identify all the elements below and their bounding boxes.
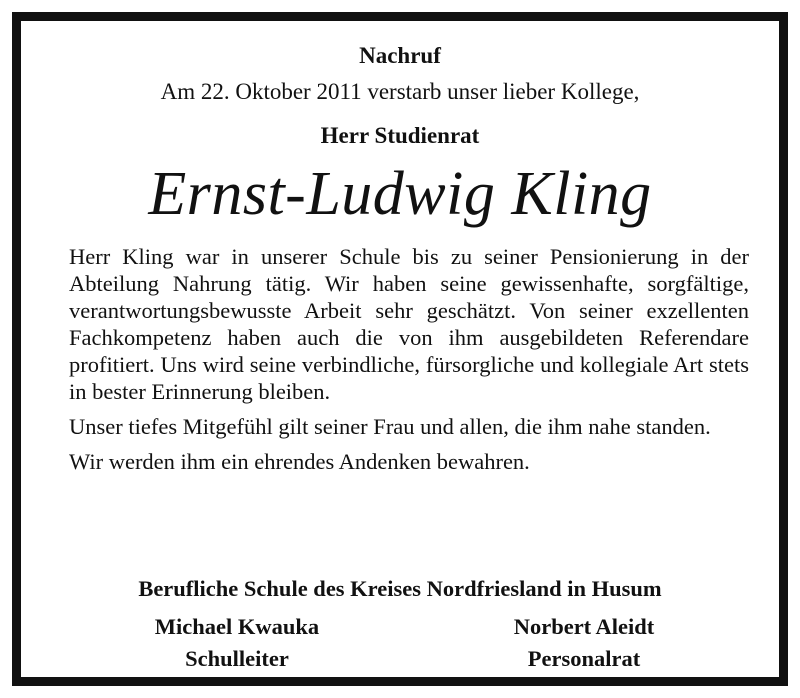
signatory-left — [97, 611, 377, 675]
obituary-frame — [12, 12, 788, 686]
obituary-body — [69, 243, 749, 483]
signatory-role: Schulleiter — [185, 646, 289, 671]
body-paragraph: Herr Kling war in unserer Schule bis zu seiner Pensionierung in der Abteilung Nahrung tätig. Wir haben seine gewissenhafte, sorgfältige, verantwortungsbewusste Arbeit sehr geschätzt. Von seiner exzellenten Fachkompetenz haben auch die von ihm ausgebildeten Referendare profitiert. Uns wird seine verbindliche, fürsorgliche und kollegiale Art stets in bester Erinnerung bleiben. — [69, 244, 749, 404]
signatory-right — [444, 611, 724, 675]
body-paragraph: Wir werden ihm ein ehrendes Andenken bewahren. — [69, 449, 530, 474]
deceased-name: Ernst-Ludwig Kling — [148, 160, 652, 228]
body-paragraph: Unser tiefes Mitgefühl gilt seiner Frau und allen, die ihm nahe standen. — [69, 414, 711, 439]
signatory-name: Michael Kwauka — [154, 614, 320, 639]
school-name: Berufliche Schule des Kreises Nordfriesland in Husum — [138, 576, 662, 601]
signatory-name: Norbert Aleidt — [513, 614, 655, 639]
notice-heading: Nachruf — [359, 43, 441, 68]
honorific-title: Herr Studienrat — [320, 123, 480, 148]
intro-line: Am 22. Oktober 2011 verstarb unser lieber Kollege, — [160, 79, 640, 104]
signatory-role: Personalrat — [527, 646, 641, 671]
